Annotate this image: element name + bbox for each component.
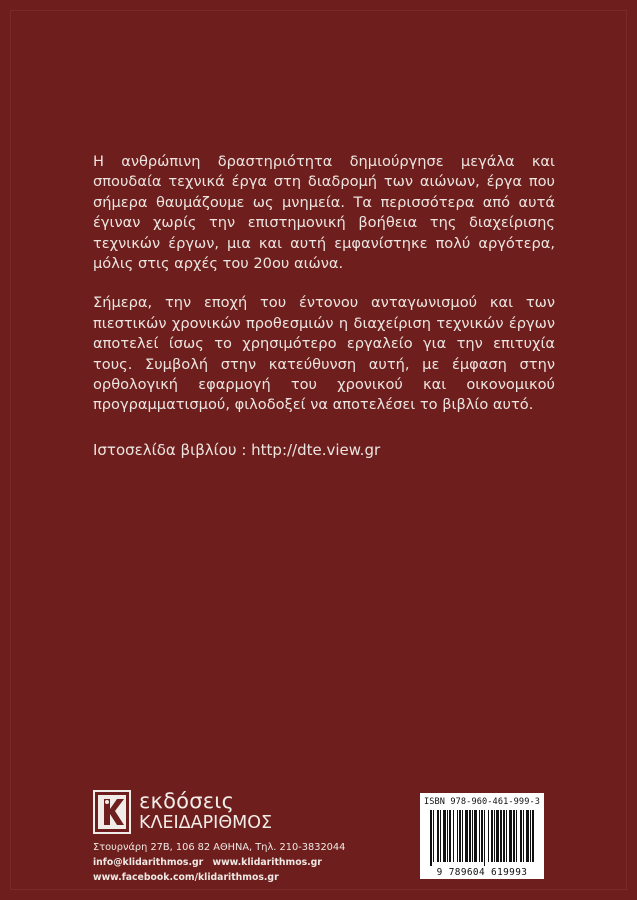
logo-line-2: ΚΛΕΙΔΑΡΙΘΜΟΣ — [139, 813, 273, 834]
publisher-facebook[interactable]: www.facebook.com/klidarithmos.gr — [93, 872, 279, 883]
blurb-paragraph-1: Η ανθρώπινη δραστηριότητα δημιούργησε μεγάλα και σπουδαία τεχνικά έργα στη διαδρομή των αιώνων, έργα που σήμερα θαυμάζουμε ως μνημεία. Τα περισσότερα από αυτά έγιναν χωρίς την επιστημονική βοήθεια της διαχείρισης τεχνικών έργων, μια και αυτή εμφανίστηκε πολύ αργότερα, μόλις στις αρχές του 20ου αιώνα. — [93, 153, 555, 273]
barcode-bars-icon — [430, 810, 536, 866]
book-website[interactable]: Ιστοσελίδα βιβλίου : http://dte.view.gr — [93, 441, 381, 459]
blurb — [93, 152, 555, 435]
isbn-label: ISBN 978-960-461-999-3 — [423, 797, 541, 807]
key-logo-icon — [93, 790, 131, 834]
logo-line-1: εκδόσεις — [139, 789, 235, 814]
ean-digits: 9 789604 619993 — [436, 867, 528, 878]
isbn-barcode — [420, 793, 544, 879]
publisher-block — [93, 789, 346, 883]
publisher-logo — [93, 790, 323, 834]
publisher-contacts — [93, 857, 323, 868]
publisher-name — [139, 791, 272, 833]
publisher-email[interactable]: info@klidarithmos.gr — [93, 857, 204, 868]
publisher-address: Στουρνάρη 27Β, 106 82 ΑΘΗΝΑ, Τηλ. 210-3832044 — [93, 842, 346, 853]
publisher-web[interactable]: www.klidarithmos.gr — [212, 857, 322, 868]
blurb-paragraph-2: Σήμερα, την εποχή του έντονου ανταγωνισμού και των πιεστικών χρονικών προθεσμιών η διαχείριση τεχνικών έργων αποτελεί ίσως το χρησιμότερο εργαλείο για την επιτυχία τους. Συμβολή στην κατεύθυνση αυτή, με έμφαση στην ορθολογική εφαρμογή του χρονικού και οικονομικού προγραμματισμού, φιλοδοξεί να αποτελέσει το βιβλίο αυτό. — [93, 294, 555, 414]
